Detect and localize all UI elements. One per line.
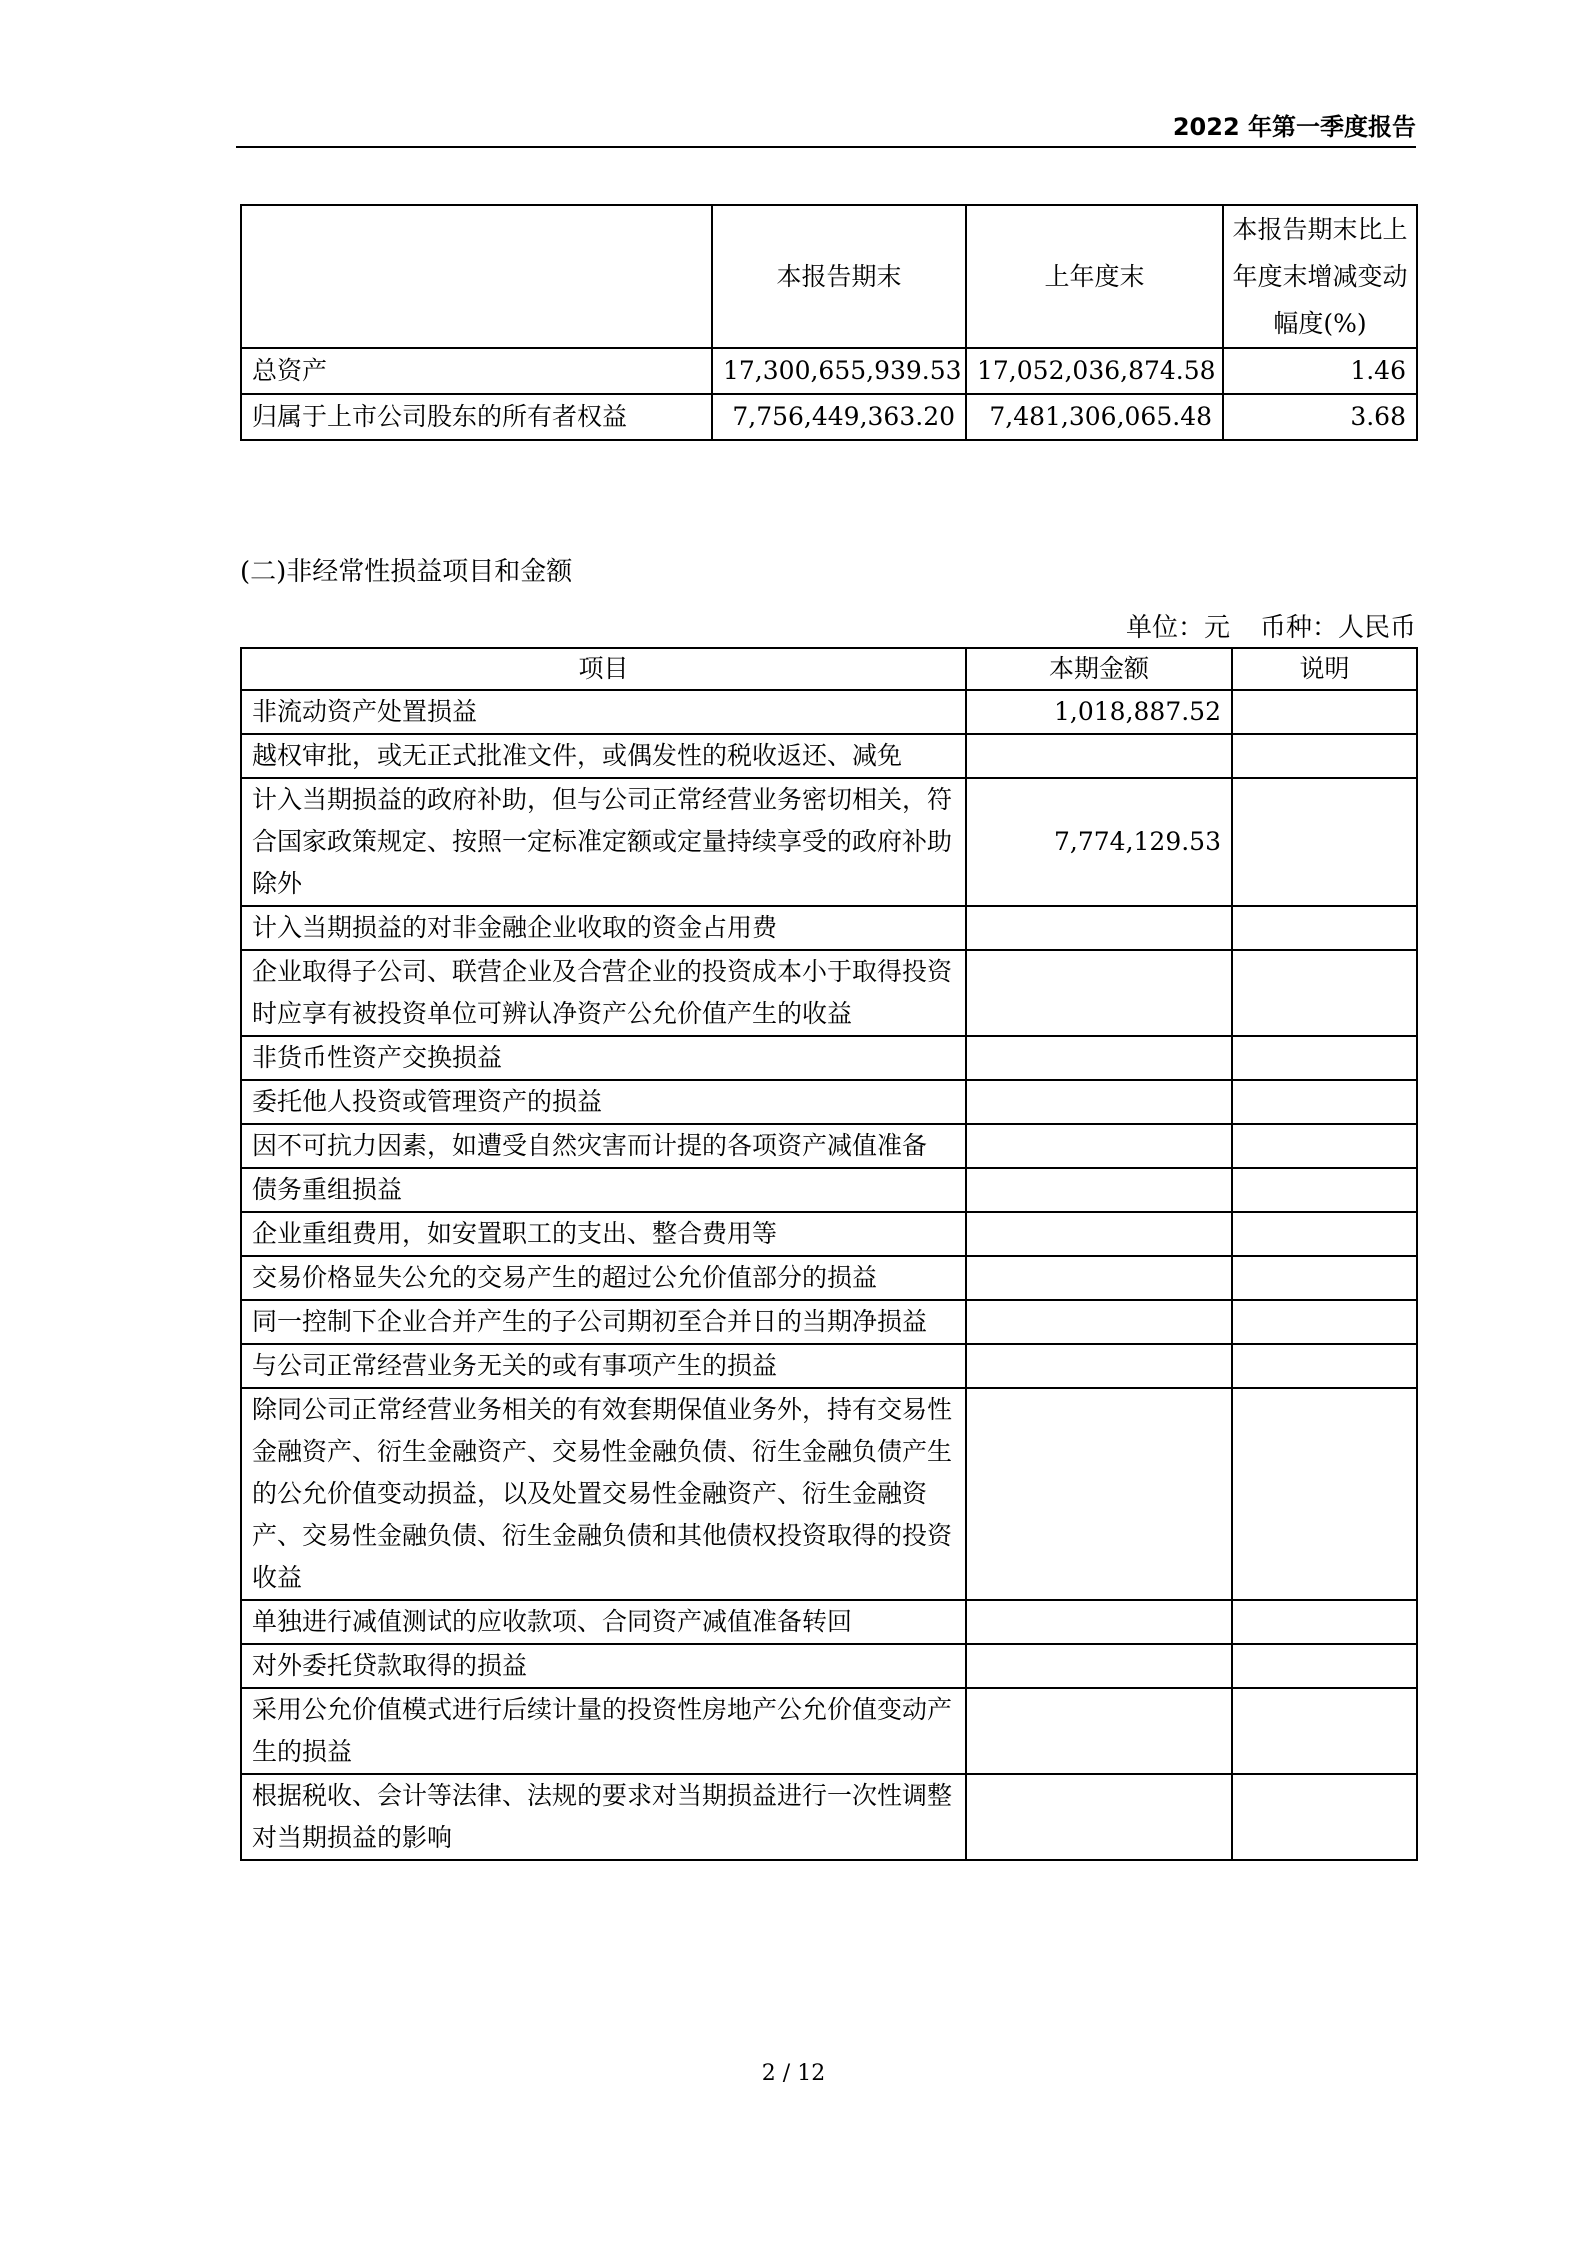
column-header-current: 本报告期末 — [712, 205, 966, 348]
row-label: 总资产 — [241, 348, 712, 394]
amount-value — [966, 1774, 1232, 1860]
table-row — [241, 778, 1417, 906]
table-row — [241, 1600, 1417, 1644]
table-row — [241, 1688, 1417, 1774]
note-value — [1232, 1168, 1417, 1212]
amount-value — [966, 1212, 1232, 1256]
header-divider — [236, 146, 1416, 148]
amount-value — [966, 906, 1232, 950]
item-label: 单独进行减值测试的应收款项、合同资产减值准备转回 — [241, 1600, 966, 1644]
note-value — [1232, 1774, 1417, 1860]
balance-summary-table — [240, 204, 1418, 441]
table-header-row — [241, 648, 1417, 690]
current-value: 17,300,655,939.53 — [712, 348, 966, 394]
note-value — [1232, 1212, 1417, 1256]
item-label: 同一控制下企业合并产生的子公司期初至合并日的当期净损益 — [241, 1300, 966, 1344]
amount-value — [966, 1124, 1232, 1168]
amount-value — [966, 950, 1232, 1036]
change-value: 3.68 — [1223, 394, 1417, 440]
unit-currency-line — [1126, 611, 1416, 645]
column-header-note: 说明 — [1232, 648, 1417, 690]
table-row — [241, 1212, 1417, 1256]
change-value: 1.46 — [1223, 348, 1417, 394]
amount-value: 1,018,887.52 — [966, 690, 1232, 734]
amount-value — [966, 1600, 1232, 1644]
table-row — [241, 1388, 1417, 1600]
table-row — [241, 950, 1417, 1036]
item-label: 计入当期损益的对非金融企业收取的资金占用费 — [241, 906, 966, 950]
item-label: 采用公允价值模式进行后续计量的投资性房地产公允价值变动产生的损益 — [241, 1688, 966, 1774]
amount-value: 7,774,129.53 — [966, 778, 1232, 906]
table-row — [241, 1080, 1417, 1124]
amount-value — [966, 1256, 1232, 1300]
table-row — [241, 348, 1417, 394]
prior-value: 7,481,306,065.48 — [966, 394, 1223, 440]
column-header-change: 本报告期末比上年度末增减变动幅度(%) — [1223, 205, 1417, 348]
table-header-row — [241, 205, 1417, 348]
table-row — [241, 734, 1417, 778]
report-title: 2022 年第一季度报告 — [1172, 113, 1416, 141]
item-label: 因不可抗力因素，如遭受自然灾害而计提的各项资产减值准备 — [241, 1124, 966, 1168]
prior-value: 17,052,036,874.58 — [966, 348, 1223, 394]
unit-label: 单位：元 — [1125, 613, 1230, 643]
amount-value — [966, 1168, 1232, 1212]
note-value — [1232, 1600, 1417, 1644]
section-title: (二)非经常性损益项目和金额 — [240, 557, 573, 587]
item-label: 根据税收、会计等法律、法规的要求对当期损益进行一次性调整对当期损益的影响 — [241, 1774, 966, 1860]
item-label: 除同公司正常经营业务相关的有效套期保值业务外，持有交易性金融资产、衍生金融资产、交易性金融负债、衍生金融负债产生的公允价值变动损益，以及处置交易性金融资产、衍生金融资产、交易性金融负债、衍生金融负债和其他债权投资取得的投资收益 — [241, 1388, 966, 1600]
amount-value — [966, 1644, 1232, 1688]
row-label: 归属于上市公司股东的所有者权益 — [241, 394, 712, 440]
currency-label: 币种：人民币 — [1259, 613, 1416, 643]
note-value — [1232, 690, 1417, 734]
table-row — [241, 1300, 1417, 1344]
item-label: 债务重组损益 — [241, 1168, 966, 1212]
item-label: 对外委托贷款取得的损益 — [241, 1644, 966, 1688]
table-row — [241, 1036, 1417, 1080]
amount-value — [966, 1300, 1232, 1344]
item-label: 企业取得子公司、联营企业及合营企业的投资成本小于取得投资时应享有被投资单位可辨认净资产公允价值产生的收益 — [241, 950, 966, 1036]
amount-value — [966, 1080, 1232, 1124]
item-label: 交易价格显失公允的交易产生的超过公允价值部分的损益 — [241, 1256, 966, 1300]
item-label: 非货币性资产交换损益 — [241, 1036, 966, 1080]
note-value — [1232, 1300, 1417, 1344]
note-value — [1232, 1080, 1417, 1124]
amount-value — [966, 1388, 1232, 1600]
table-row — [241, 690, 1417, 734]
non-recurring-items-table — [240, 647, 1418, 1861]
note-value — [1232, 906, 1417, 950]
column-header-prior: 上年度末 — [966, 205, 1223, 348]
current-value: 7,756,449,363.20 — [712, 394, 966, 440]
note-value — [1232, 1644, 1417, 1688]
note-value — [1232, 1124, 1417, 1168]
item-label: 计入当期损益的政府补助，但与公司正常经营业务密切相关，符合国家政策规定、按照一定标准定额或定量持续享受的政府补助除外 — [241, 778, 966, 906]
column-header-blank — [241, 205, 712, 348]
item-label: 企业重组费用，如安置职工的支出、整合费用等 — [241, 1212, 966, 1256]
page-number: 2 / 12 — [761, 2061, 826, 2086]
table-row — [241, 1124, 1417, 1168]
amount-value — [966, 1344, 1232, 1388]
note-value — [1232, 950, 1417, 1036]
column-header-amount: 本期金额 — [966, 648, 1232, 690]
note-value — [1232, 778, 1417, 906]
table-row — [241, 394, 1417, 440]
item-label: 委托他人投资或管理资产的损益 — [241, 1080, 966, 1124]
table-row — [241, 1256, 1417, 1300]
item-label: 越权审批，或无正式批准文件，或偶发性的税收返还、减免 — [241, 734, 966, 778]
table-row — [241, 906, 1417, 950]
amount-value — [966, 734, 1232, 778]
note-value — [1232, 1388, 1417, 1600]
note-value — [1232, 1256, 1417, 1300]
amount-value — [966, 1688, 1232, 1774]
item-label: 与公司正常经营业务无关的或有事项产生的损益 — [241, 1344, 966, 1388]
note-value — [1232, 734, 1417, 778]
column-header-item: 项目 — [241, 648, 966, 690]
note-value — [1232, 1036, 1417, 1080]
table-row — [241, 1774, 1417, 1860]
table-row — [241, 1644, 1417, 1688]
item-label: 非流动资产处置损益 — [241, 690, 966, 734]
amount-value — [966, 1036, 1232, 1080]
note-value — [1232, 1688, 1417, 1774]
note-value — [1232, 1344, 1417, 1388]
table-row — [241, 1168, 1417, 1212]
table-row — [241, 1344, 1417, 1388]
